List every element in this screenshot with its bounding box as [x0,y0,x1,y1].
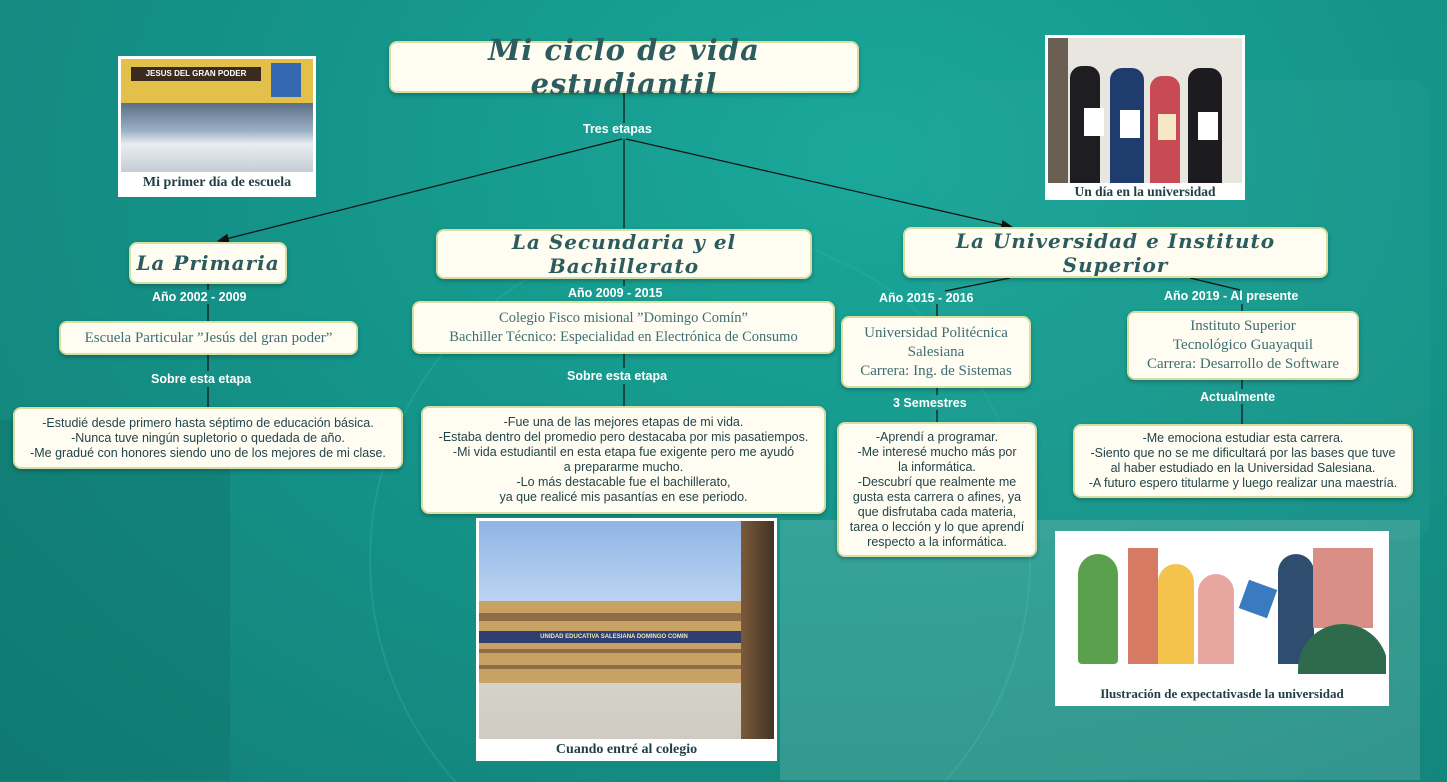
classroom-image [121,59,313,172]
students-image [1048,38,1242,183]
secundaria-years: Año 2009 - 2015 [568,286,663,300]
secundaria-about-label: Sobre esta etapa [567,369,668,383]
school-banner: UNIDAD EDUCATIVA SALESIANA DOMINGO COMIN [540,634,688,640]
caption-primer-dia: Mi primer día de escuela [142,175,292,190]
classroom-banner: JESUS DEL GRAN PODER [131,67,261,81]
school-building-image [479,521,774,739]
ups-years: Año 2015 - 2016 [879,291,974,305]
topic-secundaria[interactable]: La Secundaria y el Bachillerato [436,229,812,279]
caption-ilustracion: Ilustración de expectativasde la universidad [1100,686,1344,701]
central-topic[interactable]: Mi ciclo de vida estudiantil [389,41,859,93]
photo-ilustracion[interactable] [1055,531,1389,706]
instituto-years: Año 2019 - Al presente [1164,289,1299,303]
instituto-about-label: Actualmente [1200,390,1276,404]
caption-universidad: Un día en la universidad [1074,184,1216,199]
secundaria-school[interactable]: Colegio Fisco misional ”Domingo Comín” Bachiller Técnico: Especialidad en Electrónica de Consumo [412,301,835,354]
primaria-years: Año 2002 - 2009 [152,290,247,304]
instituto-school[interactable]: Instituto Superior Tecnológico Guayaquil Carrera: Desarrollo de Software [1127,311,1359,380]
topic-universidad[interactable]: La Universidad e Instituto Superior [903,227,1328,278]
caption-colegio: Cuando entré al colegio [555,742,698,757]
ups-about-label: 3 Semestres [893,396,967,410]
topic-primaria[interactable]: La Primaria [129,242,287,284]
primaria-notes[interactable]: -Estudié desde primero hasta séptimo de educación básica. -Nunca tuve ningún supletorio o quedada de año. -Me gradué con honores siendo uno de los mejores de mi clase. [13,407,403,469]
ups-school[interactable]: Universidad Politécnica Salesiana Carrera: Ing. de Sistemas [841,316,1031,388]
photo-universidad[interactable] [1045,35,1245,200]
ups-notes[interactable]: -Aprendí a programar. -Me interesé mucho más por la informática. -Descubrí que realmente me gusta esta carrera o afines, ya que disfrutaba cada materia, tarea o lección y lo que aprendí respecto a la informática. [837,422,1037,557]
photo-colegio[interactable] [476,518,777,761]
root-label: Tres etapas [583,122,652,136]
primaria-school[interactable]: Escuela Particular ”Jesús del gran poder” [59,321,358,355]
photo-primer-dia[interactable] [118,56,316,197]
primaria-about-label: Sobre esta etapa [151,372,252,386]
illustration-image [1058,534,1386,684]
secundaria-notes[interactable]: -Fue una de las mejores etapas de mi vida. -Estaba dentro del promedio pero destacaba por mis pasatiempos. -Mi vida estudiantil en esta etapa fue exigente pero me ayudó a prepararme mucho. -Lo más destacable fue el bachillerato, ya que realicé mis pasantías en ese periodo. [421,406,826,514]
instituto-notes[interactable]: -Me emociona estudiar esta carrera. -Siento que no se me dificultará por las bases que tuve al haber estudiado en la Universidad Salesiana. -A futuro espero titularme y luego realizar una maestría. [1073,424,1413,498]
